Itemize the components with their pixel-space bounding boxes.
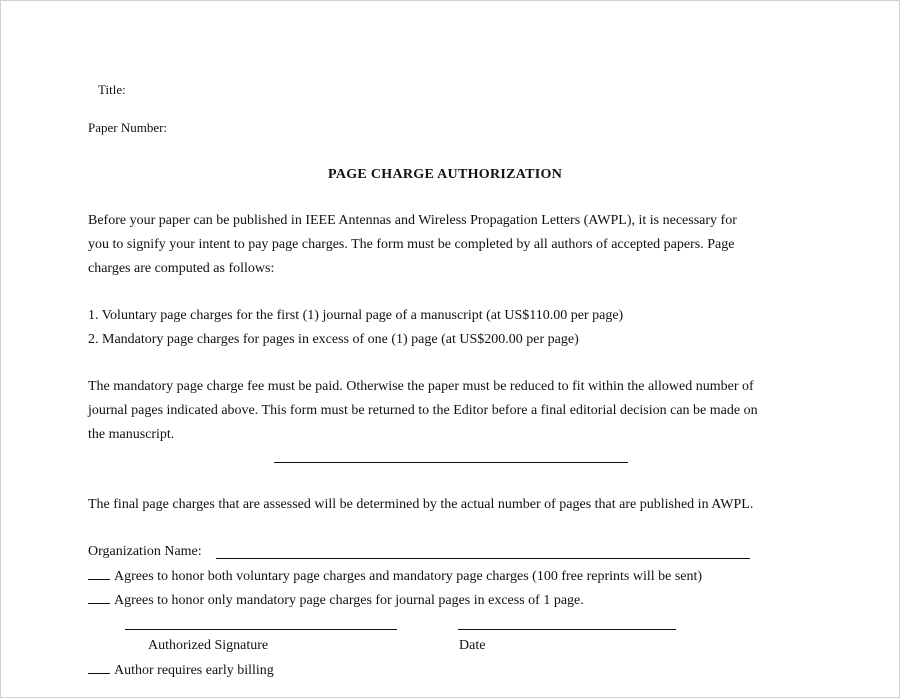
intro-line-2: you to signify your intent to pay page charges. The form must be completed by all authors of accepted papers. Page xyxy=(88,237,735,252)
paper-number-label: Paper Number: xyxy=(88,120,168,135)
date-field[interactable] xyxy=(458,629,676,630)
option-both-checkbox[interactable] xyxy=(88,568,110,580)
intro-line-3: charges are computed as follows: xyxy=(88,261,275,276)
option-mandatory-label: Agrees to honor only mandatory page charges for journal pages in excess of 1 page. xyxy=(114,593,584,608)
title-label: Title: xyxy=(98,82,126,97)
charge-item-voluntary: 1. Voluntary page charges for the first (1) journal page of a manuscript (at US$110.00 per page) xyxy=(88,308,624,323)
intro-line-1: Before your paper can be published in IEEE Antennas and Wireless Propagation Letters (AWPL), it is necessary for xyxy=(88,213,737,228)
organization-label: Organization Name: xyxy=(88,544,202,559)
signature-field[interactable] xyxy=(125,629,397,630)
early-billing-checkbox[interactable] xyxy=(88,662,110,674)
option-mandatory-checkbox[interactable] xyxy=(88,592,110,604)
section-divider xyxy=(274,462,628,463)
mandatory-line-3: the manuscript. xyxy=(88,427,175,442)
final-charges-note: The final page charges that are assessed will be determined by the actual number of pages that are published in AWPL. xyxy=(88,497,754,512)
early-billing-option[interactable] xyxy=(88,662,274,679)
mandatory-line-2: journal pages indicated above. This form must be returned to the Editor before a final editorial decision can be made on xyxy=(88,403,758,418)
date-label: Date xyxy=(459,638,486,653)
mandatory-line-1: The mandatory page charge fee must be paid. Otherwise the paper must be reduced to fit within the allowed number of xyxy=(88,379,754,394)
option-mandatory-only[interactable] xyxy=(88,592,584,609)
page-title: PAGE CHARGE AUTHORIZATION xyxy=(328,167,563,182)
early-billing-label: Author requires early billing xyxy=(114,663,274,678)
organization-name-field[interactable] xyxy=(216,558,750,559)
option-both-label: Agrees to honor both voluntary page charges and mandatory page charges (100 free reprints will be sent) xyxy=(114,569,703,584)
charge-item-mandatory: 2. Mandatory page charges for pages in excess of one (1) page (at US$200.00 per page) xyxy=(88,332,579,347)
option-both-charges[interactable] xyxy=(88,568,702,585)
signature-label: Authorized Signature xyxy=(148,638,269,653)
